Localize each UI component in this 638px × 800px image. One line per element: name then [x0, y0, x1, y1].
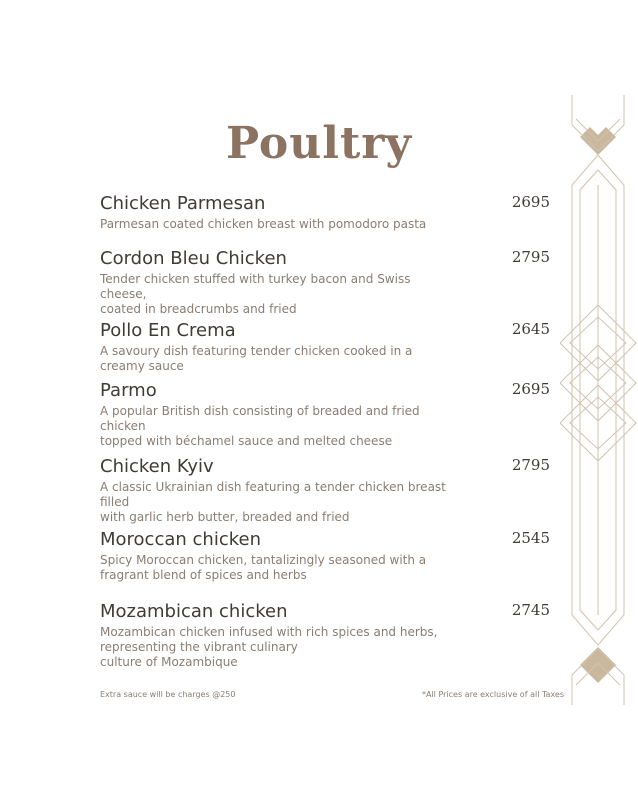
- item-name: Chicken Kyiv: [100, 456, 214, 477]
- menu-item: [100, 456, 550, 525]
- menu-item: [100, 193, 550, 232]
- item-description: Tender chicken stuffed with turkey bacon and Swiss cheese, coated in breadcrumbs and fried: [100, 272, 411, 316]
- item-price: 2545: [511, 529, 550, 547]
- item-description: Spicy Moroccan chicken, tantalizingly seasoned with a fragrant blend of spices and herbs: [100, 553, 427, 582]
- menu-item: [100, 529, 550, 583]
- item-price: 2745: [511, 601, 550, 619]
- item-price: 2795: [511, 456, 550, 474]
- item-price: 2795: [511, 248, 550, 266]
- item-name: Mozambican chicken: [100, 601, 288, 622]
- item-name: Cordon Bleu Chicken: [100, 248, 287, 269]
- item-name: Parmo: [100, 380, 157, 401]
- item-description: Parmesan coated chicken breast with pomodoro pasta: [100, 217, 427, 231]
- footer-note-taxes: *All Prices are exclusive of all Taxes: [421, 690, 564, 699]
- item-price: 2695: [511, 380, 550, 398]
- item-name: Moroccan chicken: [100, 529, 261, 550]
- section-title: Poultry: [225, 118, 413, 169]
- item-description: Mozambican chicken infused with rich spices and herbs, representing the vibrant culinary culture of Mozambique: [100, 625, 438, 669]
- menu-item: [100, 248, 550, 317]
- art-deco-ornament: [560, 95, 638, 705]
- item-description: A classic Ukrainian dish featuring a tender chicken breast filled with garlic herb butter, breaded and fried: [100, 480, 446, 524]
- item-description: A popular British dish consisting of breaded and fried chicken topped with béchamel sauce and melted cheese: [100, 404, 420, 448]
- item-price: 2645: [511, 320, 550, 338]
- item-price: 2695: [511, 193, 550, 211]
- menu-item: [100, 320, 550, 374]
- menu-item: [100, 380, 550, 449]
- item-description: A savoury dish featuring tender chicken cooked in a creamy sauce: [100, 344, 413, 373]
- item-name: Chicken Parmesan: [100, 193, 266, 214]
- footer-note-sauce: Extra sauce will be charges @250: [100, 690, 236, 699]
- menu-item: [100, 601, 550, 670]
- item-name: Pollo En Crema: [100, 320, 236, 341]
